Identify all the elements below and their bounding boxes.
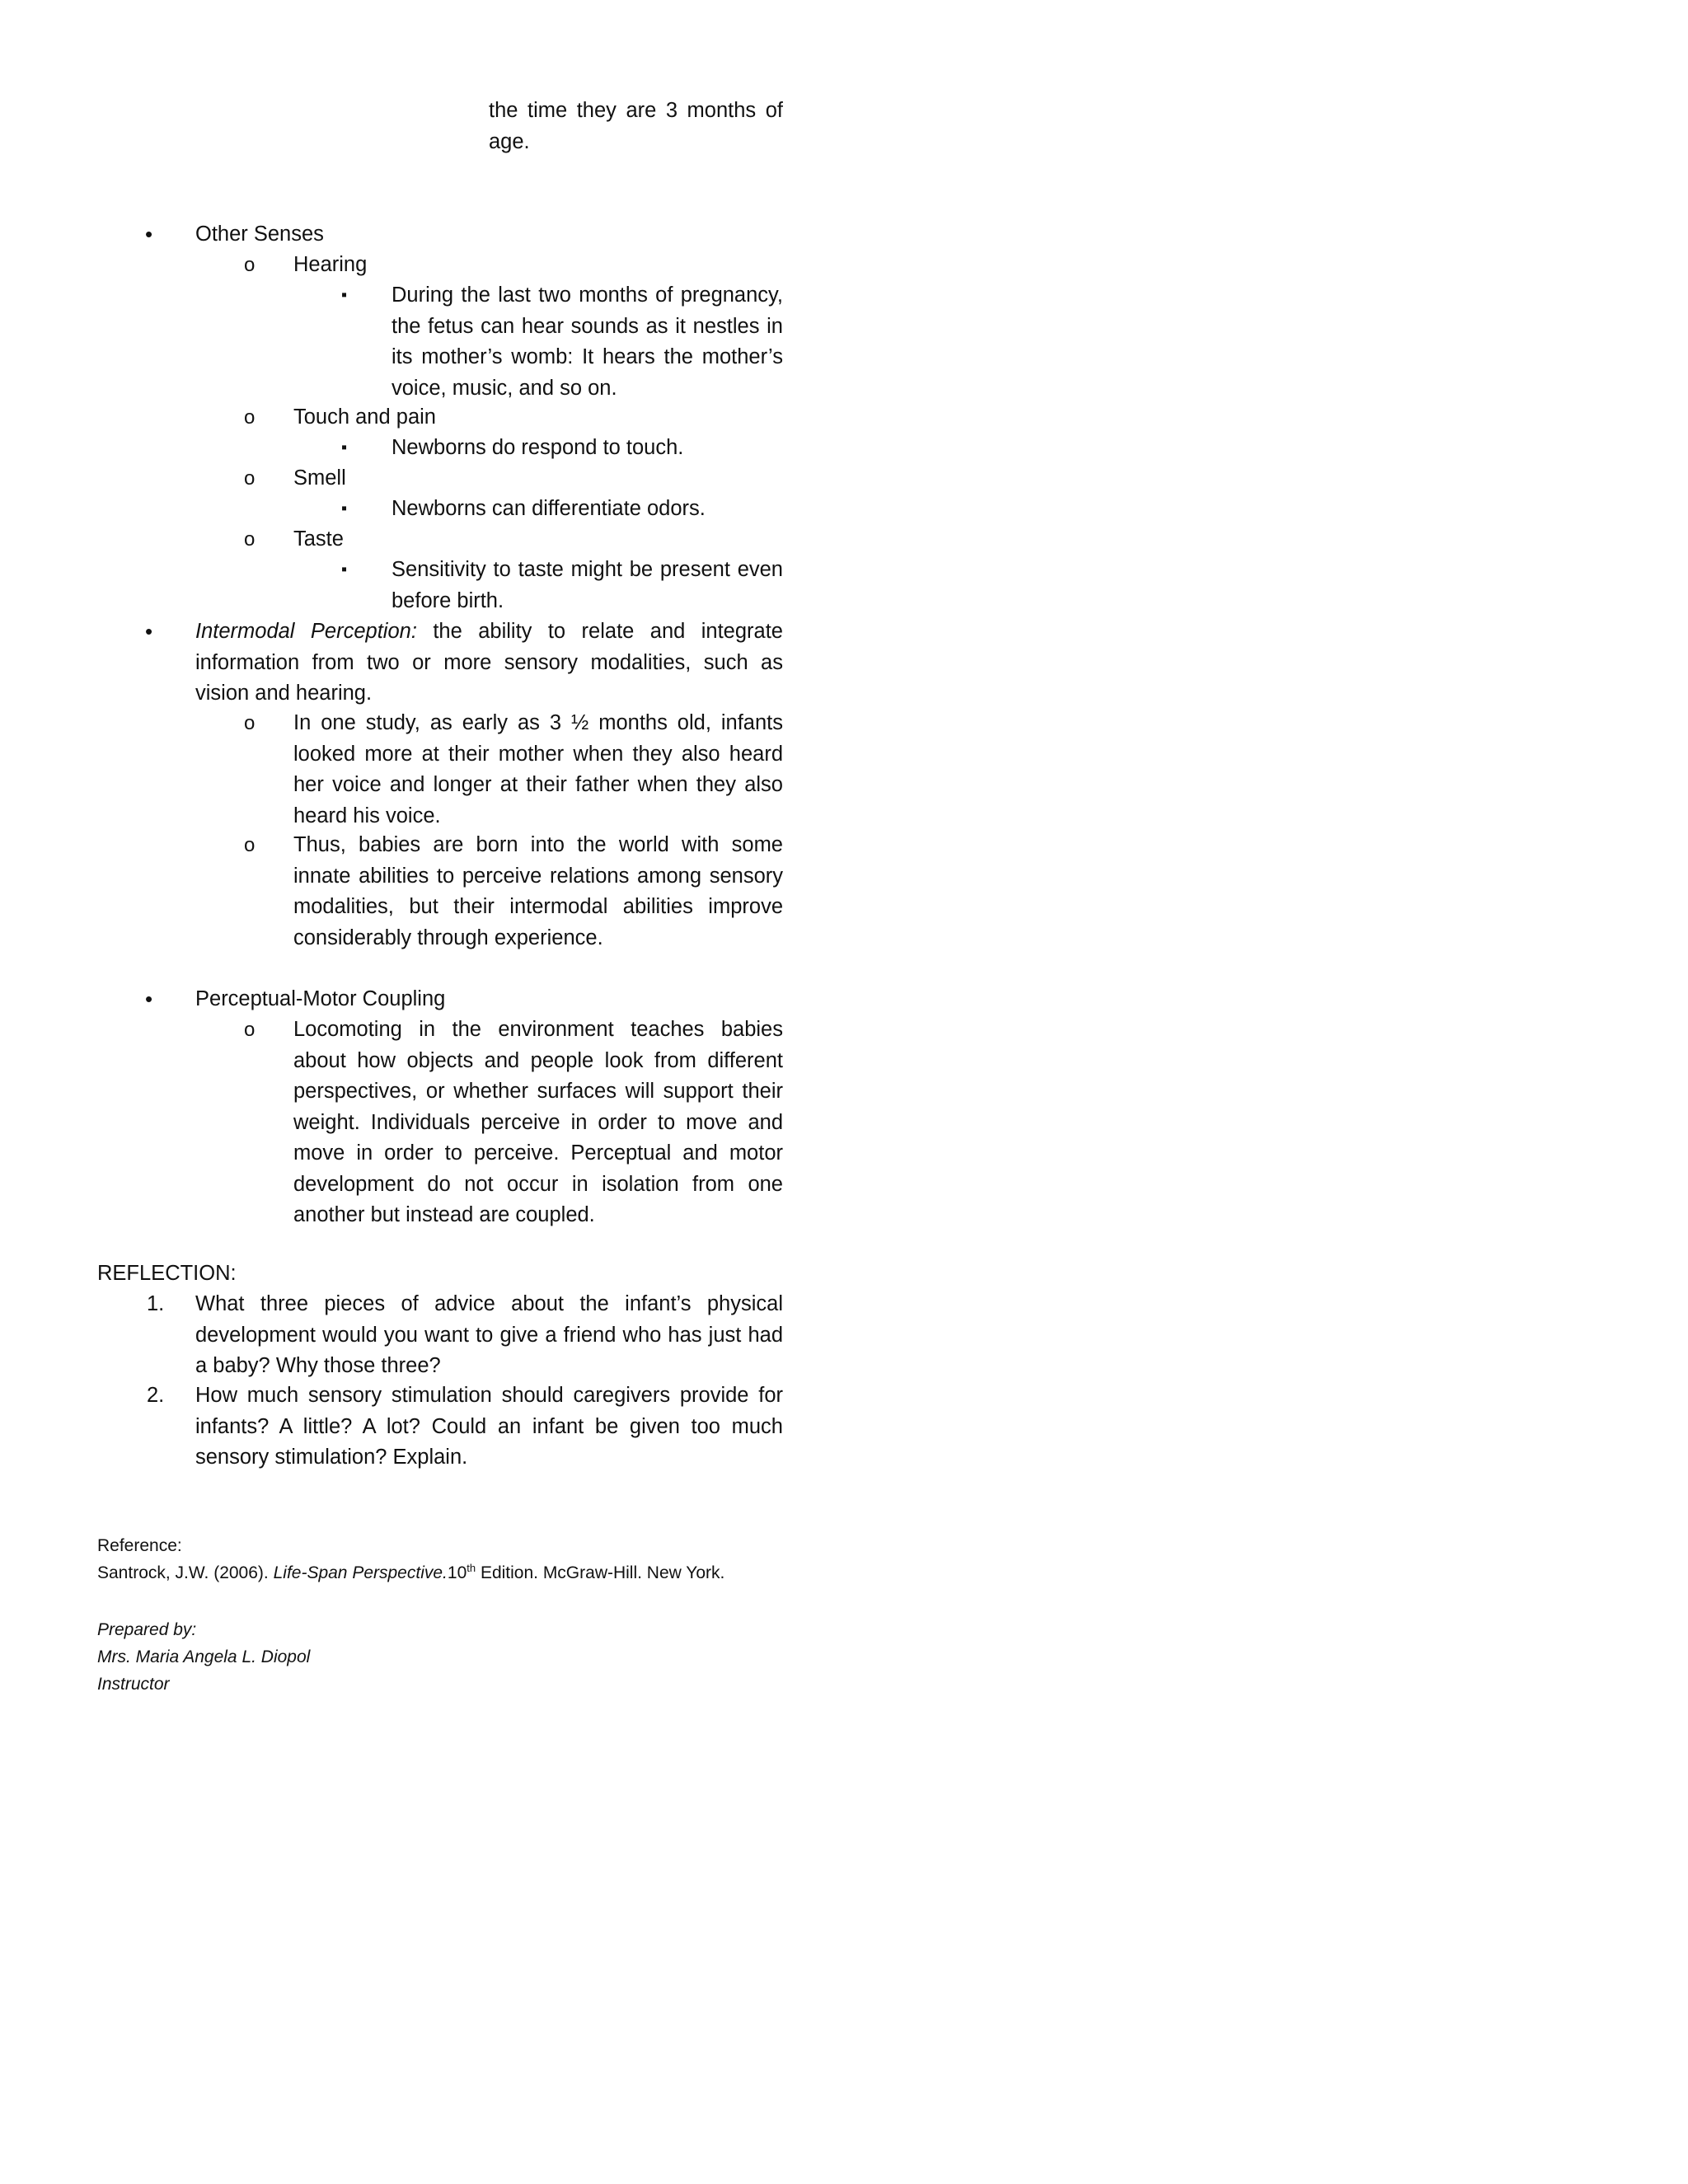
disc-bullet: • (145, 222, 153, 246)
hearing-heading: Hearing (293, 253, 368, 276)
square-bullet: ▪ (341, 438, 348, 457)
reflection-question: What three pieces of advice about the infant’s physical development would you want to give a friend who has just had a baby? Why those three? (195, 1292, 783, 1377)
taste-heading: Taste (293, 527, 344, 551)
reference-edition-suffix: th (467, 1562, 476, 1574)
reflection-question: How much sensory stimulation should caregivers provide for infants? A little? A lot? Could an infant be given too much sensory stimulation? Explain. (195, 1384, 783, 1469)
intermodal-point: In one study, as early as 3 ½ months old, infants looked more at their mother when they also heard her voice and longer at their father when they also heard his voice. (293, 711, 783, 827)
question-number: 2. (147, 1384, 165, 1407)
intermodal-term: Intermodal Perception: (195, 620, 417, 643)
reflection-heading: REFLECTION: (97, 1262, 237, 1285)
touch-detail: Newborns do respond to touch. (392, 436, 684, 459)
square-bullet: ▪ (341, 560, 348, 579)
square-bullet: ▪ (341, 286, 348, 304)
smell-heading: Smell (293, 466, 346, 490)
circle-bullet: o (244, 528, 256, 551)
reference-publisher: Edition. McGraw-Hill. New York. (480, 1563, 725, 1582)
other-senses-heading: Other Senses (195, 223, 324, 246)
square-bullet: ▪ (341, 499, 348, 518)
circle-bullet: o (244, 834, 256, 856)
question-number: 1. (147, 1292, 165, 1315)
disc-bullet: • (145, 619, 153, 644)
disc-bullet: • (145, 987, 153, 1011)
prepared-by-label: Prepared by: (97, 1620, 197, 1639)
reference-title: Life-Span Perspective. (273, 1563, 448, 1582)
continued-paragraph: the time they are 3 months of age. (489, 99, 783, 153)
reference-author: Santrock, J.W. (2006). (97, 1563, 269, 1582)
smell-detail: Newborns can differentiate odors. (392, 497, 706, 520)
reference-label: Reference: (97, 1536, 182, 1555)
circle-bullet: o (244, 712, 256, 734)
perceptual-motor-point: Locomoting in the environment teaches babies about how objects and people look from different perspectives, or whether surfaces will support their weight. Individuals perceive in order to move and move in order to perceive. Perceptual and motor development do not occur in isolation from one another but instead are coupled. (293, 1018, 783, 1226)
taste-detail: Sensitivity to taste might be present even before birth. (392, 558, 783, 612)
reference-edition-number: 10 (447, 1563, 467, 1582)
circle-bullet: o (244, 1019, 256, 1041)
circle-bullet: o (244, 254, 256, 276)
author-role: Instructor (97, 1675, 170, 1694)
circle-bullet: o (244, 406, 256, 429)
perceptual-motor-heading: Perceptual-Motor Coupling (195, 987, 446, 1010)
intermodal-point: Thus, babies are born into the world with some innate abilities to perceive relations among sensory modalities, but their intermodal abilities improve considerably through experience. (293, 833, 783, 949)
author-name: Mrs. Maria Angela L. Diopol (97, 1647, 311, 1666)
intermodal-paragraph (195, 616, 783, 710)
intermodal-definition: the ability to relate and integrate information from two or more sensory modalities, such as vision and hearing. (195, 620, 783, 705)
reference-citation (97, 1560, 724, 1586)
touch-heading: Touch and pain (293, 405, 436, 429)
circle-bullet: o (244, 467, 256, 490)
hearing-detail: During the last two months of pregnancy, the fetus can hear sounds as it nestles in its mother’s womb: It hears the mother’s voice, music, and so on. (392, 284, 783, 400)
